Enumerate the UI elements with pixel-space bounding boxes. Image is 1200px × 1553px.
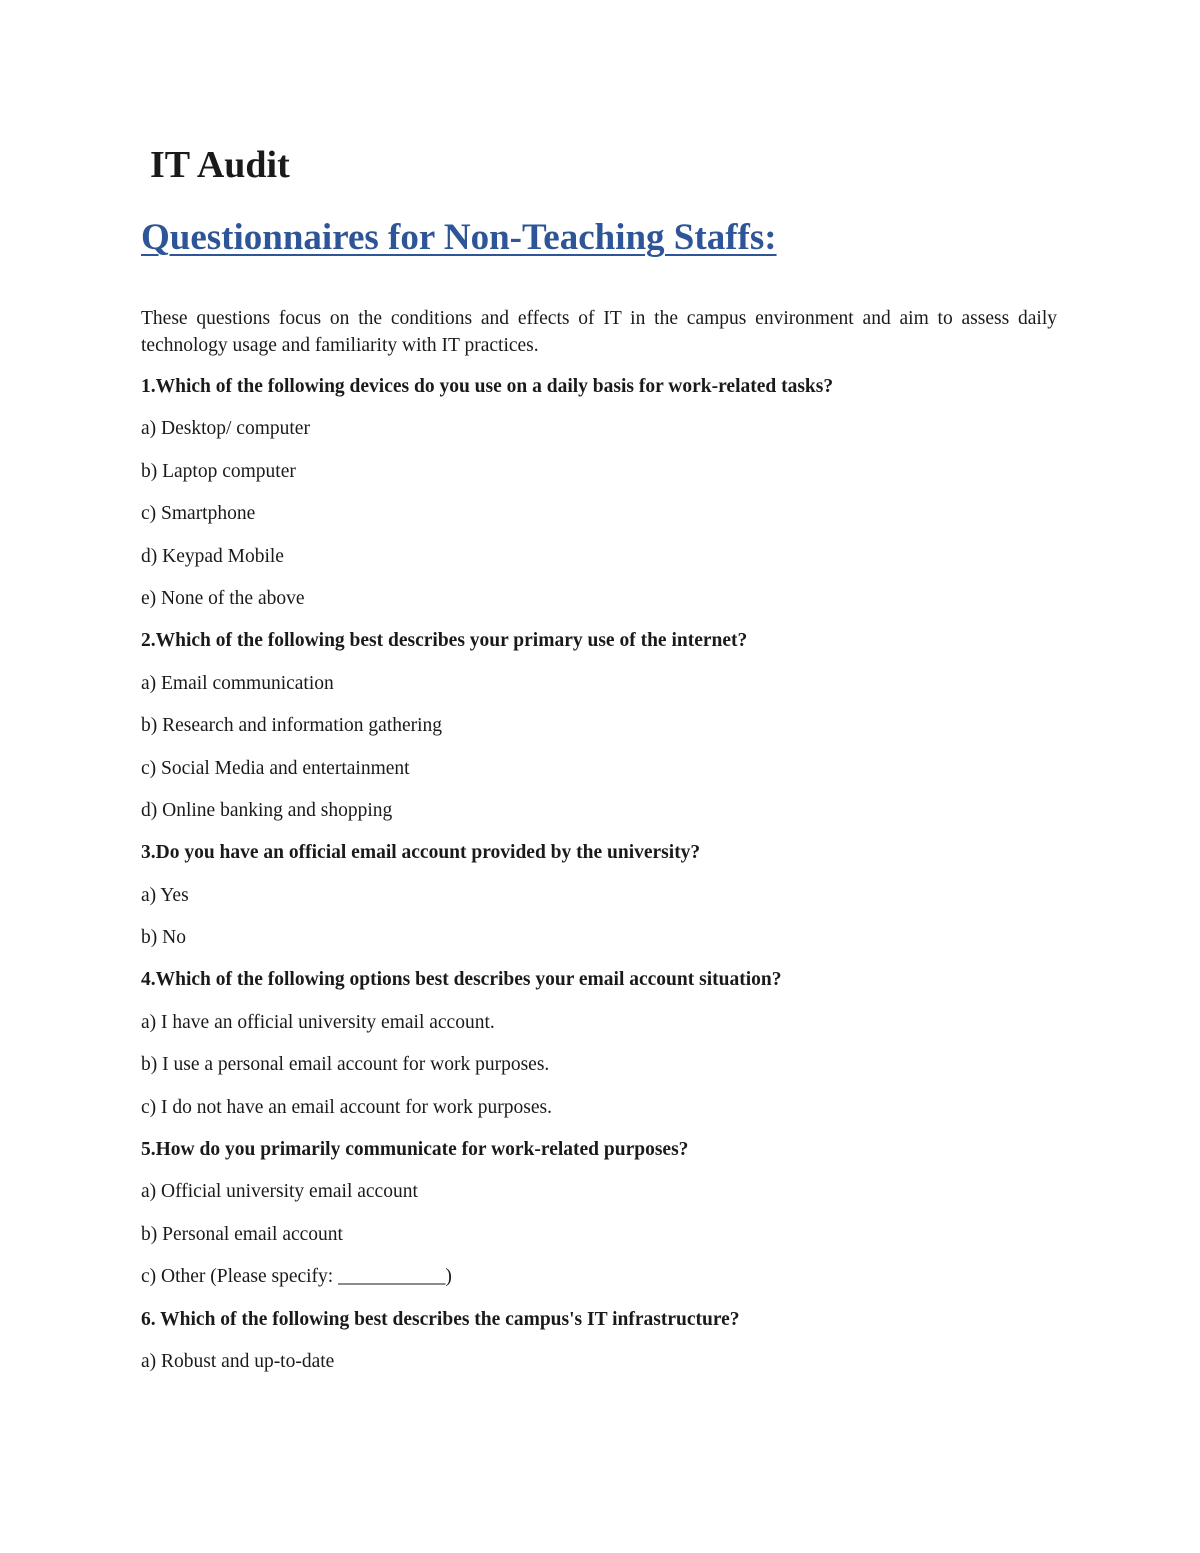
answer-option: c) I do not have an email account for work purposes. — [141, 1096, 552, 1118]
answer-option: e) None of the above — [141, 587, 305, 609]
question-text: 2.Which of the following best describes your primary use of the internet? — [141, 630, 748, 652]
question-text: 6. Which of the following best describes the campus's IT infrastructure? — [141, 1308, 740, 1330]
answer-option: d) Online banking and shopping — [141, 799, 393, 821]
document-subtitle: Questionnaires for Non-Teaching Staffs: — [141, 217, 777, 258]
answer-option: a) Email communication — [141, 672, 334, 694]
answer-option: a) I have an official university email account. — [141, 1011, 495, 1033]
answer-option: a) Yes — [141, 884, 189, 906]
answer-option: c) Other (Please specify: ___________) — [141, 1266, 452, 1288]
answer-option: b) Research and information gathering — [141, 715, 443, 737]
answer-option: b) No — [141, 927, 186, 949]
answer-option: c) Social Media and entertainment — [141, 757, 410, 779]
answer-option: d) Keypad Mobile — [141, 545, 284, 567]
question-text: 5.How do you primarily communicate for work-related purposes? — [141, 1139, 689, 1161]
question-text: 4.Which of the following options best describes your email account situation? — [141, 969, 782, 991]
question-block — [141, 1306, 1081, 1391]
answer-option: b) Laptop computer — [141, 460, 296, 482]
answer-option: c) Smartphone — [141, 503, 256, 525]
question-text: 1.Which of the following devices do you use on a daily basis for work-related tasks? — [141, 376, 834, 397]
question-block — [141, 966, 1081, 1136]
intro-paragraph: These questions focus on the conditions and effects of IT in the campus environment and aim to assess daily technology usage and familiarity with IT practices. — [141, 308, 1057, 356]
answer-option: a) Official university email account — [141, 1181, 418, 1203]
question-text: 3.Do you have an official email account provided by the university? — [141, 842, 701, 864]
questionnaire — [141, 373, 1081, 1390]
answer-option: a) Desktop/ computer — [141, 418, 310, 440]
answer-option: b) I use a personal email account for work purposes. — [141, 1054, 550, 1076]
answer-option: a) Robust and up-to-date — [141, 1350, 335, 1372]
answer-option: b) Personal email account — [141, 1223, 343, 1245]
question-block — [141, 1136, 1081, 1306]
question-block — [141, 627, 1081, 839]
question-block — [141, 839, 1081, 966]
question-block — [141, 373, 1081, 627]
document-title: IT Audit — [150, 144, 290, 186]
